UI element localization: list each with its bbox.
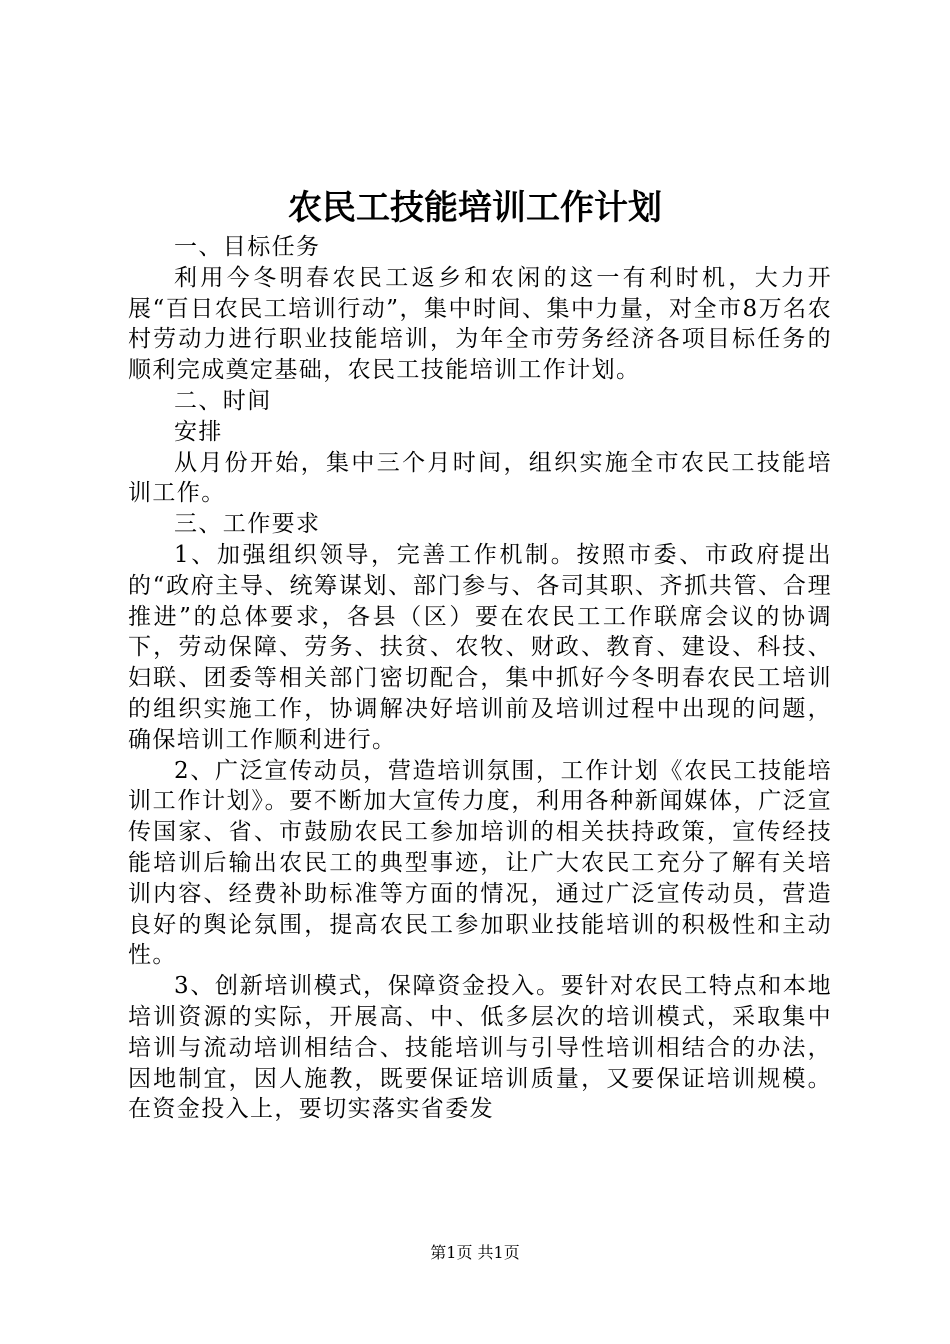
paragraph-requirement-2: 2、广泛宣传动员，营造培训氛围，工作计划《农民工技能培训工作计划》。要不断加大宣传力度，利用各种新闻媒体，广泛宣传国家、省、市鼓励农民工参加培训的相关扶持政策，宣传经技能培训后输出农民工的典型事迹，让广大农民工充分了解有关培训内容、经费补助标准等方面的情况，通过广泛宣传动员，营造良好的舆论氛围，提高农民工参加职业技能培训的积极性和主动性。 bbox=[128, 757, 832, 969]
paragraph-requirement-1: 1、加强组织领导，完善工作机制。按照市委、市政府提出的“政府主导、统筹谋划、部门参与、各司其职、齐抓共管、合理推进”的总体要求，各县（区）要在农民工工作联席会议的协调下，劳动保障、劳务、扶贫、农牧、财政、教育、建设、科技、妇联、团委等相关部门密切配合，集中抓好今冬明春农民工培训的组织实施工作，协调解决好培训前及培训过程中出现的问题，确保培训工作顺利进行。 bbox=[128, 541, 832, 753]
heading-arrangement: 安排 bbox=[174, 418, 223, 445]
page-number-footer: 第1页 共1页 bbox=[430, 1243, 520, 1262]
heading-time: 二、时间 bbox=[174, 387, 272, 414]
paragraph-goals: 利用今冬明春农民工返乡和农闲的这一有利时机，大力开展“百日农民工培训行动”，集中时间、集中力量，对全市8万名农村劳动力进行职业技能培训，为年全市劳务经济各项目标任务的顺利完成奠定基础，农民工技能培训工作计划。 bbox=[128, 264, 832, 384]
document-body bbox=[128, 232, 832, 1125]
paragraph-requirement-3: 3、创新培训模式，保障资金投入。要针对农民工特点和本地培训资源的实际，开展高、中、低多层次的培训模式，采取集中培训与流动培训相结合、技能培训与引导性培训相结合的办法，因地制宜，因人施教，既要保证培训质量，又要保证培训规模。在资金投入上，要切实落实省委发 bbox=[128, 973, 832, 1123]
heading-requirements: 三、工作要求 bbox=[174, 511, 321, 538]
heading-goals: 一、目标任务 bbox=[174, 234, 321, 260]
document-title: 农民工技能培训工作计划 bbox=[288, 188, 662, 228]
paragraph-time: 从月份开始，集中三个月时间，组织实施全市农民工技能培训工作。 bbox=[128, 449, 832, 507]
